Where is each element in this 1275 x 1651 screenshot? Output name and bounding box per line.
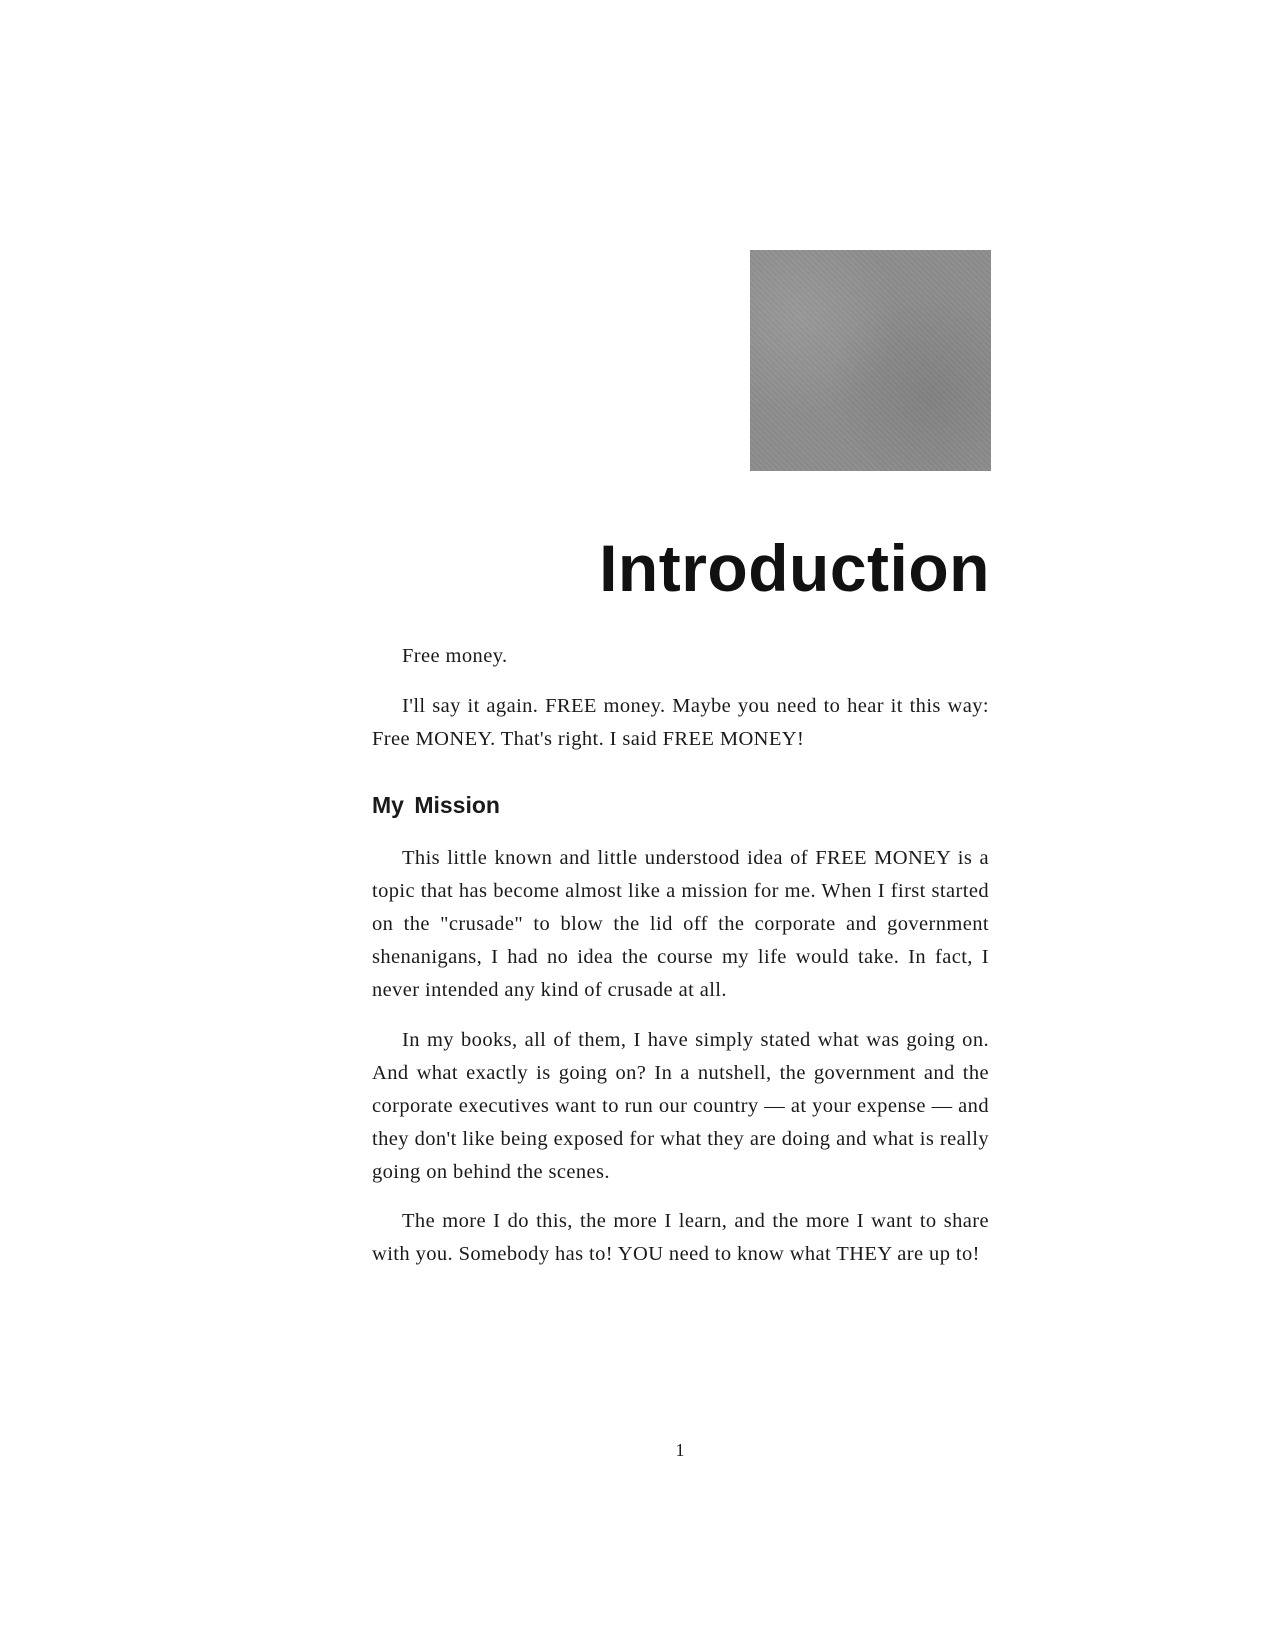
chapter-image-placeholder: [750, 250, 991, 471]
opening-paragraph-2: I'll say it again. FREE money. Maybe you need to hear it this way: Free MONEY. That's right. I said FREE MONEY!: [372, 695, 989, 750]
section-paragraph-2: In my books, all of them, I have simply stated what was going on. And what exactly is going on? In a nutshell, the government and the corporate executives want to run our country — at your expense — and they don't like being exposed for what they are doing and what is really going on behind the scenes.: [372, 1029, 989, 1183]
section-paragraph-1: This little known and little understood idea of FREE MONEY is a topic that has become almost like a mission for me. When I first started on the "crusade" to blow the lid off the corporate and government shenanigans, I had no idea the course my life would take. In fact, I never intended any kind of crusade at all.: [372, 847, 989, 1001]
section-paragraph-3: The more I do this, the more I learn, and the more I want to share with you. Somebody has to! YOU need to know what THEY are up to!: [372, 1210, 989, 1265]
section-paragraph-1-block: [372, 842, 989, 1007]
opening-paragraph-1: Free money.: [402, 645, 508, 667]
opening-paragraph-1-block: [372, 640, 989, 673]
page-number: 1: [675, 1440, 685, 1460]
chapter-title: Introduction: [599, 531, 990, 605]
section-paragraph-3-block: [372, 1205, 989, 1271]
section-paragraph-2-block: [372, 1024, 989, 1189]
section-heading: My Mission: [372, 792, 500, 818]
opening-paragraph-2-block: [372, 690, 989, 756]
